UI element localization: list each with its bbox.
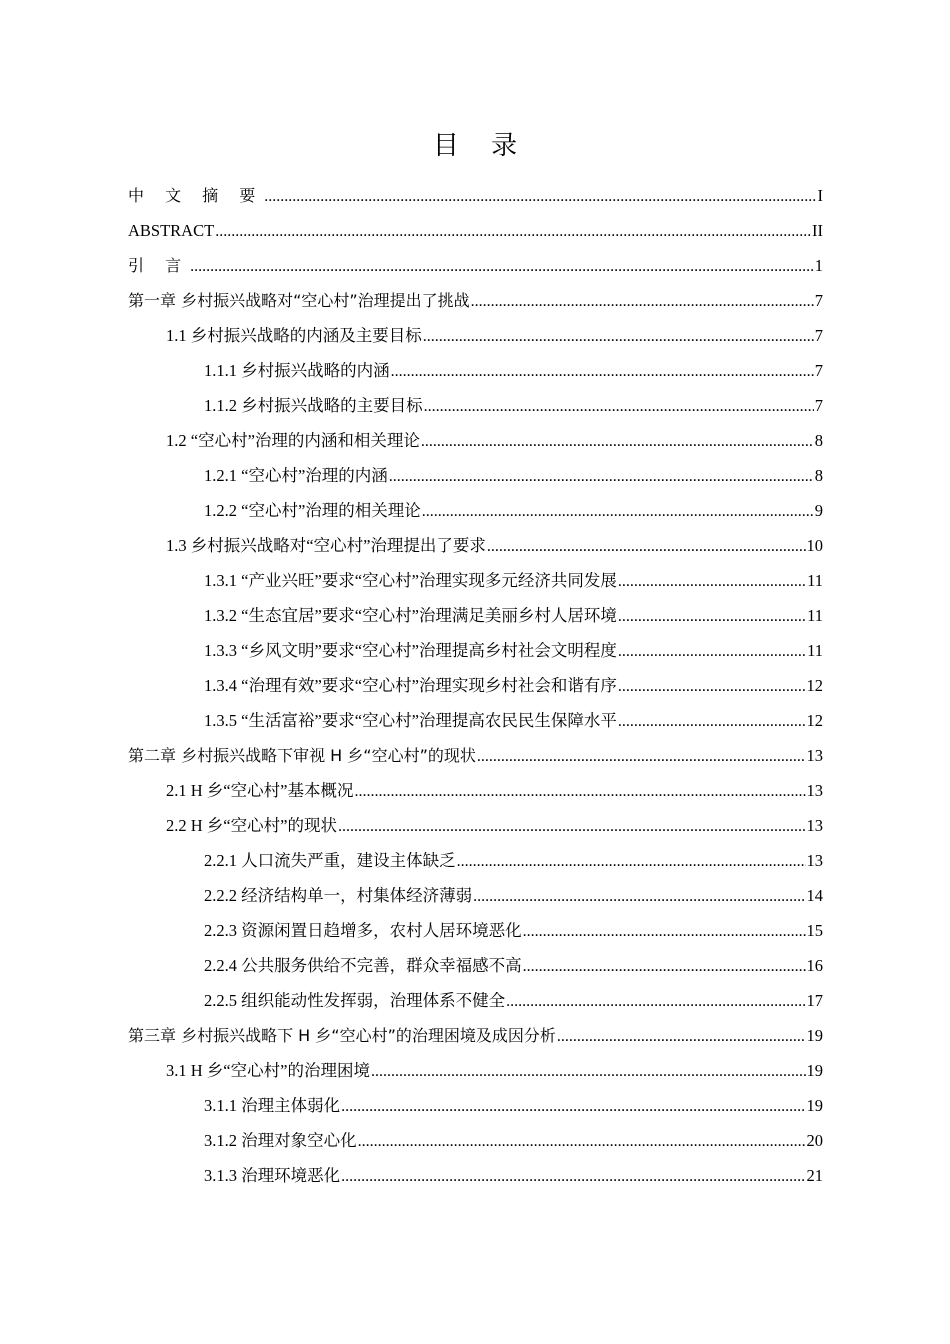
toc-dot-leader [389, 459, 814, 494]
toc-page-number: 16 [806, 956, 823, 975]
toc-page-number: 1 [814, 256, 823, 275]
toc-entry-title: 1.3.5 “生活富裕”要求“空心村”治理提高农民民生保障水平 [204, 711, 617, 730]
toc-entry-title: 1.3.1 “产业兴旺”要求“空心村”治理实现多元经济共同发展 [204, 571, 617, 590]
toc-entry-title: 1.2 “空心村”治理的内涵和相关理论 [166, 431, 420, 450]
toc-entry-title: 1.3.2 “生态宜居”要求“空心村”治理满足美丽乡村人居环境 [204, 606, 617, 625]
toc-entry-title: 3.1.1 治理主体弱化 [204, 1096, 341, 1115]
toc-dot-leader [473, 879, 805, 914]
toc-entry-title: 1.2.2 “空心村”治理的相关理论 [204, 501, 421, 520]
toc-entry [128, 1018, 823, 1053]
toc-entry-title: 2.2.4 公共服务供给不完善，群众幸福感不高 [204, 956, 522, 975]
toc-dot-leader [557, 1019, 806, 1054]
toc-entry-title: 2.2 H 乡“空心村”的现状 [166, 816, 337, 835]
toc-dot-leader [341, 1089, 805, 1124]
toc-page-number: 19 [806, 1026, 823, 1045]
toc-page-number: 10 [806, 536, 823, 555]
toc-entry-title: 1.3 乡村振兴战略对“空心村”治理提出了要求 [166, 536, 486, 555]
toc-page-number: II [812, 221, 823, 240]
toc-page-number: I [817, 186, 823, 205]
toc-entry [128, 1123, 823, 1158]
toc-entry-title: 引 言 [128, 256, 190, 275]
toc-page-number: 11 [807, 641, 823, 660]
toc-entry [128, 423, 823, 458]
toc-entry [128, 458, 823, 493]
toc-page-number: 20 [806, 1131, 823, 1150]
toc-entry [128, 528, 823, 563]
toc-entry [128, 213, 823, 248]
toc-page-number: 7 [814, 361, 823, 380]
toc-entry-title: 3.1.2 治理对象空心化 [204, 1131, 357, 1150]
toc-page-number: 7 [814, 396, 823, 415]
toc-dot-leader [506, 984, 805, 1019]
toc-entry-title: 1.1.2 乡村振兴战略的主要目标 [204, 396, 423, 415]
toc-dot-leader [471, 284, 814, 319]
toc-dot-leader [424, 389, 814, 424]
toc-dot-leader [618, 599, 806, 634]
toc-page-number: 11 [807, 606, 823, 625]
toc-dot-leader [371, 1054, 806, 1089]
toc-entry-title: 第三章 乡村振兴战略下 H 乡“空心村”的治理困境及成因分析 [128, 1026, 556, 1045]
toc-entry-title: 1.3.3 “乡风文明”要求“空心村”治理提高乡村社会文明程度 [204, 641, 617, 660]
toc-title: 目 录 [432, 131, 530, 161]
toc-entry [128, 283, 823, 318]
toc-entry [128, 913, 823, 948]
toc-entry-title: 3.1 H 乡“空心村”的治理困境 [166, 1061, 370, 1080]
toc-dot-leader [523, 914, 806, 949]
toc-dot-leader [341, 1159, 805, 1194]
toc-entry [128, 563, 823, 598]
toc-entry [128, 1158, 823, 1193]
toc-entry-title: 1.2.1 “空心村”治理的内涵 [204, 466, 388, 485]
toc-dot-leader [422, 494, 814, 529]
toc-entry-title: 2.2.5 组织能动性发挥弱，治理体系不健全 [204, 991, 506, 1010]
toc-entry-title: 第二章 乡村振兴战略下审视 H 乡“空心村”的现状 [128, 746, 476, 765]
table-of-contents [128, 178, 823, 1193]
toc-entry [128, 703, 823, 738]
toc-dot-leader [391, 354, 814, 389]
toc-entry [128, 318, 823, 353]
toc-page-number: 13 [806, 746, 823, 765]
toc-page-number: 8 [814, 466, 823, 485]
toc-entry-title: 2.2.2 经济结构单一，村集体经济薄弱 [204, 886, 473, 905]
toc-dot-leader [523, 949, 806, 984]
toc-dot-leader [457, 844, 806, 879]
toc-dot-leader [358, 1124, 806, 1159]
toc-dot-leader [190, 249, 814, 284]
toc-page-number: 19 [806, 1096, 823, 1115]
toc-page-number: 13 [806, 816, 823, 835]
toc-dot-leader [477, 739, 806, 774]
toc-entry [128, 808, 823, 843]
toc-page-number: 11 [807, 571, 823, 590]
toc-entry [128, 948, 823, 983]
toc-dot-leader [487, 529, 806, 564]
toc-entry [128, 773, 823, 808]
toc-dot-leader [423, 319, 814, 354]
toc-entry-title: 中 文 摘 要 [128, 186, 264, 205]
toc-entry [128, 983, 823, 1018]
toc-page-number: 21 [806, 1166, 823, 1185]
toc-dot-leader [618, 704, 806, 739]
toc-entry [128, 598, 823, 633]
toc-entry [128, 1053, 823, 1088]
toc-entry [128, 248, 823, 283]
toc-page-number: 8 [814, 431, 823, 450]
toc-entry-title: 1.1.1 乡村振兴战略的内涵 [204, 361, 390, 380]
toc-page-number: 9 [814, 501, 823, 520]
toc-dot-leader [618, 634, 806, 669]
toc-entry [128, 633, 823, 668]
toc-entry-title: 第一章 乡村振兴战略对“空心村”治理提出了挑战 [128, 291, 470, 310]
toc-entry-title: 3.1.3 治理环境恶化 [204, 1166, 341, 1185]
toc-entry [128, 178, 823, 213]
toc-entry [128, 878, 823, 913]
toc-entry-title: 2.2.3 资源闲置日趋增多，农村人居环境恶化 [204, 921, 522, 940]
toc-entry-title: 2.1 H 乡“空心村”基本概况 [166, 781, 354, 800]
toc-entry [128, 1088, 823, 1123]
toc-page-number: 17 [806, 991, 823, 1010]
toc-entry [128, 843, 823, 878]
toc-entry [128, 738, 823, 773]
toc-page-number: 13 [806, 781, 823, 800]
toc-page-number: 19 [806, 1061, 823, 1080]
toc-dot-leader [618, 669, 806, 704]
toc-dot-leader [354, 774, 805, 809]
toc-page-number: 15 [806, 921, 823, 940]
toc-entry-title: 1.1 乡村振兴战略的内涵及主要目标 [166, 326, 422, 345]
toc-entry [128, 353, 823, 388]
toc-dot-leader [338, 809, 806, 844]
toc-page-number: 7 [814, 291, 823, 310]
toc-dot-leader [215, 214, 811, 249]
toc-entry [128, 493, 823, 528]
toc-dot-leader [421, 424, 814, 459]
toc-page-number: 14 [806, 886, 823, 905]
toc-page-number: 12 [806, 676, 823, 695]
toc-page-number: 12 [806, 711, 823, 730]
toc-entry-title: 1.3.4 “治理有效”要求“空心村”治理实现乡村社会和谐有序 [204, 676, 617, 695]
toc-dot-leader [264, 179, 816, 214]
toc-dot-leader [618, 564, 806, 599]
toc-page-number: 7 [814, 326, 823, 345]
toc-page-number: 13 [806, 851, 823, 870]
toc-entry [128, 668, 823, 703]
toc-entry [128, 388, 823, 423]
toc-entry-title: 2.2.1 人口流失严重，建设主体缺乏 [204, 851, 456, 870]
toc-entry-title: ABSTRACT [128, 221, 215, 240]
